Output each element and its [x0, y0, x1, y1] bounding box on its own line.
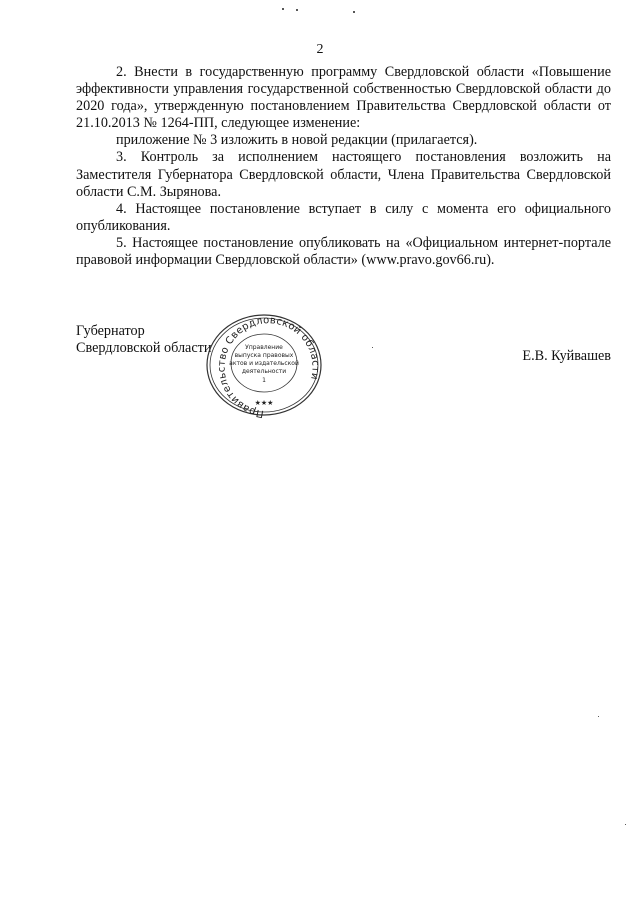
seal-inner-line1: Управление [245, 344, 283, 351]
signatory-title [76, 323, 211, 357]
seal-inner-line4: деятельности [241, 368, 287, 375]
signatory-title-line1: Губернатор [76, 323, 145, 339]
document-body [76, 64, 611, 269]
scan-speck [598, 716, 599, 717]
seal-outer-text: Правительство Свердловской области [216, 315, 321, 419]
seal-inner-line2: выпуска правовых [234, 352, 294, 359]
signatory-title-line2: Свердловской области [76, 340, 212, 357]
seal-inner-line3: актов и издательской [229, 360, 299, 367]
seal-stars: ★★★ [254, 399, 274, 407]
scan-speck [372, 347, 373, 348]
page-number: 2 [316, 42, 324, 57]
scan-speck [353, 11, 355, 13]
signature-block [76, 315, 611, 443]
paragraph-2: 2. Внести в государственную программу Свердловской области «Повышение эффективности управления государственной собственностью Свердловской области до 2020 года», утвержденную постановлением Правительства Свердловской области от 21.10.2013 № 1264-ПП, следующее изменение: [76, 64, 611, 132]
paragraph-5: 5. Настоящее постановление опубликовать на «Официальном интернет-портале правовой информации Свердловской области» (www.pravo.gov66.ru). [76, 234, 611, 269]
paragraph-appendix: приложение № 3 изложить в новой редакции (прилагается). [116, 132, 478, 149]
official-seal [204, 311, 324, 419]
scan-speck [625, 824, 626, 825]
signatory-name: Е.В. Куйвашев [522, 348, 611, 364]
scan-speck [296, 9, 298, 11]
seal-mark: 1 [262, 377, 266, 384]
paragraph-4: 4. Настоящее постановление вступает в силу с момента его официального опубликования. [76, 200, 611, 234]
scan-speck [282, 8, 284, 10]
paragraph-3: 3. Контроль за исполнением настоящего постановления возложить на Заместителя Губернатора Свердловской области, Члена Правительства Свердловской области С.М. Зырянова. [76, 149, 611, 200]
